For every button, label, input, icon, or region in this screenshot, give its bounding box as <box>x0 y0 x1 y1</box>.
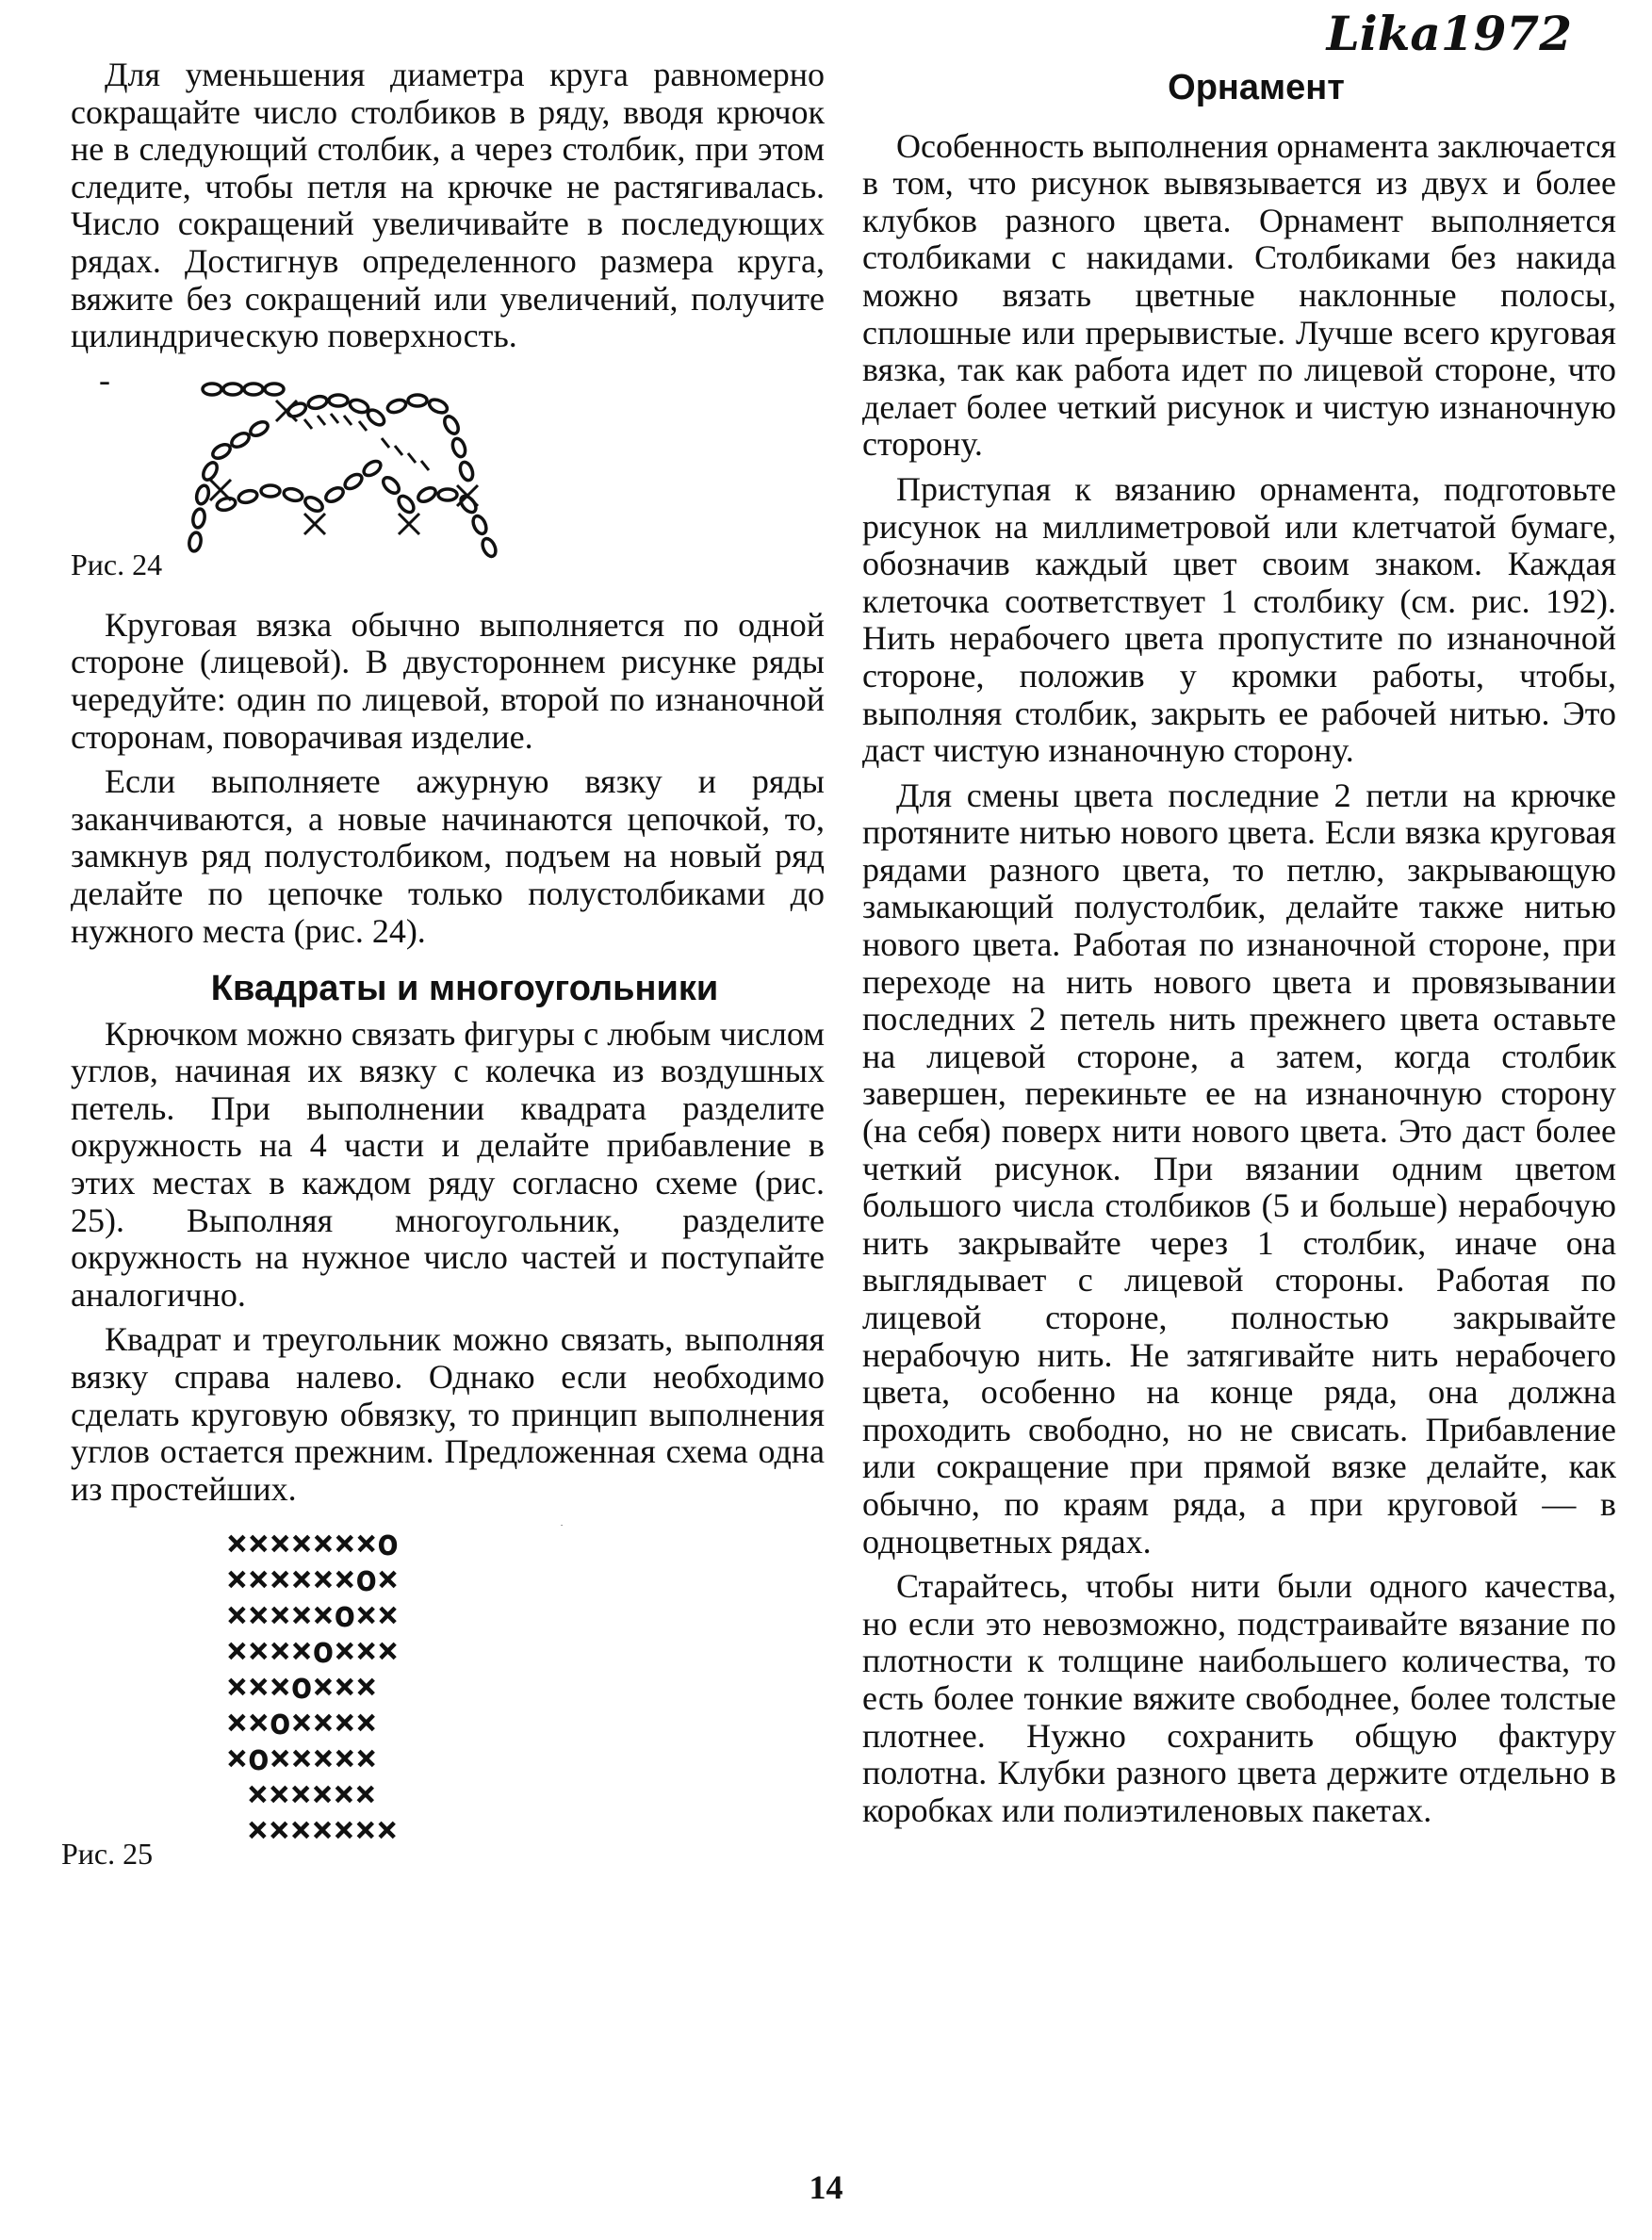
paragraph: Квадрат и треугольник можно связать, выполняя вязку справа налево. Однако если необходимо сделать круговую обвязку, то принцип выполнения углов остается прежним. Предложенная схема одна из простейших. <box>71 1320 825 1508</box>
grid-row: ×о××××× <box>226 1737 378 1779</box>
paragraph: Круговая вязка обычно выполняется по одной стороне (лицевой). В двустороннем рисунке ряды чередуйте: один по лицевой, второй по изнаночной сторонам, поворачивая изделие. <box>71 605 825 756</box>
section-heading: Орнамент <box>1168 68 1345 107</box>
page-number: 14 <box>809 2168 843 2206</box>
right-column <box>862 57 1616 1837</box>
grid-row: ×××××× <box>247 1773 377 1815</box>
section-heading: Квадраты и многоугольники <box>210 969 719 1009</box>
svg-text:-: - <box>99 362 110 399</box>
left-column <box>61 56 825 1883</box>
figure-24-caption: Рис. 24 <box>71 547 163 581</box>
grid-row: ×××××о×× <box>226 1594 400 1636</box>
figure-25 <box>61 1522 825 1883</box>
crochet-chain-diagram <box>71 363 825 594</box>
paragraph: Особенность выполнения орнамента заключается в том, что рисунок вывязывается из двух и более клубков разного цвета. Орнамент выполняется столбиками с накидами. Столбиками без накида можно вязать цветные наклонные полосы, сплошные или прерывистые. Лучше всего круговая вязка, так как работа идет по лицевой стороне, что делает более четкий рисунок и чистую изнаночную сторону. <box>862 126 1616 464</box>
grid-row: ××××о××× <box>226 1629 400 1672</box>
stitch-ticks <box>304 414 429 470</box>
paragraph: Старайтесь, чтобы нити были одного качества, но если это невозможно, подстраивайте вязание по плотности к толщине наибольшего количества, то есть более тонкие вяжите свободнее, более толстые плотнее. Нужно сохранить общую фактуру полотна. Клубки разного цвета держите отдельно в коробках или полиэтиленовых пакетах. <box>862 1567 1616 1829</box>
grid-row: ××××××× <box>247 1808 399 1851</box>
paragraph: Если выполняете ажурную вязку и ряды заканчиваются, а новые начинаются цепочкой, то, замкнув ряд полустолбиком, подъем на новый ряд делайте по цепочке только полустолбиками до нужного места (рис. 24). <box>71 762 825 950</box>
figure-24 <box>71 363 825 594</box>
paragraph: Для уменьшения диаметра круга равномерно сокращайте число столбиков в ряду, вводя крючок не в следующий столбик, а через столбик, при этом следите, чтобы петля на крючке не растягивалась. Число сокращений увеличивайте в последующих рядах. Достигнув определенного размера круга, вяжите без сокращений или увеличений, получите цилиндрическую поверхность. <box>71 56 825 355</box>
slip-stitch-marks <box>210 401 478 534</box>
figure-25-caption: Рис. 25 <box>61 1837 154 1872</box>
paragraph: Приступая к вязанию орнамента, подготовьте рисунок на миллиметровой или клетчатой бумаге, обозначив каждый цвет своим знаком. Каждая клеточка соответствует 1 столбику (см. рис. 192). Нить нерабочего цвета пропустите по изнаночной стороне, положив у кромки работы, чтобы, выполняя столбик, закрыть ее рабочей нитью. Это даст чистую изнаночную сторону. <box>862 469 1616 770</box>
stitch-grid <box>226 1522 400 1851</box>
figure-25-markers <box>71 1522 825 1883</box>
chain-stitches <box>188 384 498 559</box>
watermark: Lika1972 <box>1326 6 1572 61</box>
grid-row: ××о×××× <box>226 1701 378 1743</box>
paragraph: Для смены цвета последние 2 петли на крючке протяните нитью нового цвета. Если вязка круговая рядами разного цвета, то петлю, закрывающую замыкающий полустолбик, делайте также нитью нового цвета. Работая по изнаночной стороне, при переходе на нить нового цвета и провязывании последних 2 петель нить прежнего цвета оставьте на лицевой стороне, а затем, когда столбик завершен, перекиньте ее на изнаночную сторону (на себя) поверх нити нового цвета. Это даст более четкий рисунок. При вязании одним цветом большого числа столбиков (5 и больше) нерабочую нить закрывайте через 1 столбик, иначе она выглядывает с лицевой стороны. Работая по лицевой стороне, полностью закрывайте нерабочую нить. Не затягивайте нить нерабочего цвета, особенно на конце ряда, она должна проходить свободно, но не свисать. Прибавление или сокращение при прямой вязке делайте, как обычно, по краям ряда, а при круговой — в одноцветных рядах. <box>862 776 1616 1561</box>
paragraph: Крючком можно связать фигуры с любым числом углов, начиная их вязку с колечка из воздушных петель. При выполнении квадрата разделите окружность на 4 части и делайте прибавление в этих местах в каждом ряду согласно схеме (рис. 25). Выполняя многоугольник, разделите окружность на нужное число частей и поступайте аналогично. <box>71 1014 825 1314</box>
grid-row: ××××××о× <box>226 1558 400 1600</box>
grid-row: ×××о××× <box>226 1665 378 1708</box>
grid-row: ×××××××о <box>226 1522 400 1564</box>
